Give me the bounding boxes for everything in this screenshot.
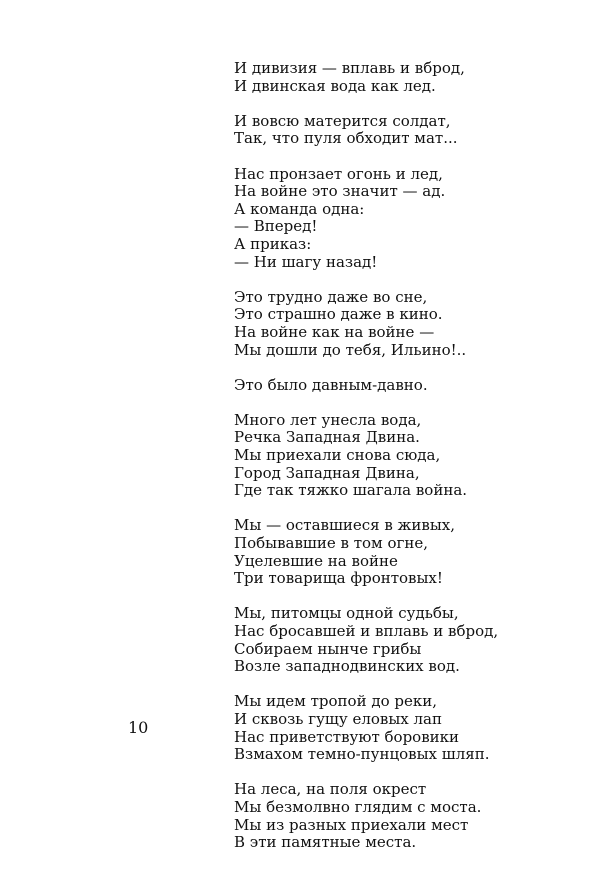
poem-line: Побывавшие в том огне, — [234, 534, 429, 553]
poem-line: Это трудно даже во сне, — [234, 287, 428, 306]
poem-line: — Ни шагу назад! — [234, 252, 378, 271]
stanza — [234, 289, 584, 359]
poem-line: Это было давным-давно. — [234, 375, 428, 394]
poem-line: На войне это значит — ад. — [234, 182, 446, 201]
poem-line: На леса, на поля окрест — [234, 780, 427, 799]
poem-line: Возле западнодвинских вод. — [234, 657, 460, 676]
poem-line: И сквозь гущу еловых лап — [234, 709, 442, 728]
poem-line: Нас пронзает огонь и лед, — [234, 164, 443, 183]
stanza — [234, 781, 584, 851]
stanza — [234, 60, 584, 95]
stanza — [234, 113, 584, 148]
poem-line: — Вперед! — [234, 217, 318, 236]
poem-line: Мы приехали снова сюда, — [234, 446, 441, 465]
poem-line: Мы из разных приехали мест — [234, 815, 469, 834]
poem-line: И вовсю матерится солдат, — [234, 111, 451, 130]
poem-line: Мы идем тропой до реки, — [234, 692, 437, 711]
poem-line: Мы, питомцы одной судьбы, — [234, 604, 459, 623]
stanza — [234, 166, 584, 272]
poem-line: Собираем нынче грибы — [234, 639, 422, 658]
poem-line: Три товарища фронтовых! — [234, 569, 443, 588]
poem-line: Так, что пуля обходит мат... — [234, 129, 458, 148]
stanza — [234, 693, 584, 763]
poem-text — [234, 60, 584, 869]
poem-line: И двинская вода как лед. — [234, 76, 436, 95]
poem-line: Много лет унесла вода, — [234, 410, 422, 429]
poem-line: Где так тяжко шагала война. — [234, 481, 468, 500]
stanza — [234, 605, 584, 675]
page-number: 10 — [128, 718, 149, 737]
poem-line: Уцелевшие на войне — [234, 551, 398, 570]
stanza — [234, 412, 584, 500]
stanza — [234, 517, 584, 587]
poem-line: Это страшно даже в кино. — [234, 305, 443, 324]
poem-line: Город Западная Двина, — [234, 463, 420, 482]
poem-line: Мы — оставшиеся в живых, — [234, 516, 456, 535]
poem-line: Речка Западная Двина. — [234, 428, 420, 447]
stanza — [234, 377, 584, 395]
poem-line: Мы дошли до тебя, Ильино!.. — [234, 340, 467, 359]
poem-line: На войне как на войне — — [234, 322, 435, 341]
poem-line: Взмахом темно-пунцовых шляп. — [234, 745, 490, 764]
poem-line: А приказ: — [234, 234, 312, 253]
poem-line: Нас приветствуют боровики — [234, 727, 460, 746]
poem-line: Нас бросавшей и вплавь и вброд, — [234, 622, 499, 640]
poem-line: И дивизия — вплавь и вброд, — [234, 59, 465, 77]
poem-line: Мы безмолвно глядим с моста. — [234, 797, 482, 816]
poem-line: В эти памятные места. — [234, 833, 417, 852]
poem-line: А команда одна: — [234, 199, 365, 218]
